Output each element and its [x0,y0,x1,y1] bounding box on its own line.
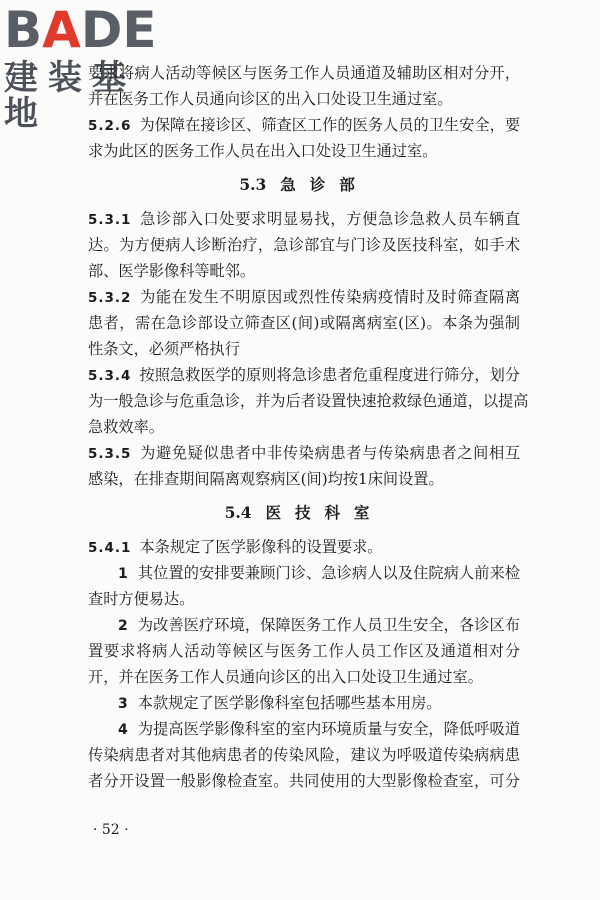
clause-number: 5.2.6 [88,118,132,134]
logo-subtitle: 建装基地 [4,58,136,134]
item-number: 4 [118,722,128,738]
item-number: 1 [118,566,128,582]
text-line: 开，并在医务工作人员通向诊区的出入口处设卫生通过室。 [88,668,483,686]
clause-number: 5.3.2 [88,290,132,306]
section-title-5-3: 5.3 急诊部 [239,175,369,194]
text-line: 急救效率。 [88,418,164,436]
logo-wordmark: BADE [4,1,157,59]
text-line: 性条文，必须严格执行 [88,340,240,358]
text-line: 置要求将病人活动等候区与医务工作人员工作区及通道相对分 [88,642,520,660]
item-1: 1 其位置的安排要兼顾门诊、急诊病人以及住院病人前来检 [118,564,520,582]
item-2: 2 为改善医疗环境，保障医务工作人员卫生安全，各诊区布 [118,616,520,634]
section-title-5-4: 5.4 医技科室 [224,503,384,522]
document-body [88,60,529,794]
clause-5-3-4: 5.3.4 按照急救医学的原则将急诊患者危重程度进行筛分，划分 [88,366,520,384]
page-number: · 52 · [93,822,129,838]
clause-5-4-1: 5.4.1 本条规定了医学影像科的设置要求。 [88,538,383,556]
clause-5-3-1: 5.3.1 急诊部入口处要求明显易找，方便急诊急救人员车辆直 [88,210,520,228]
text-line: 传染病患者对其他病患者的传染风险，建议为呼吸道传染病病患 [88,746,520,764]
text-line: 感染，在排查期间隔离观察病区(间)均按1床间设置。 [88,470,444,488]
item-number: 3 [118,696,128,712]
item-number: 2 [118,618,128,634]
text-line: 并在医务工作人员通向诊区的出入口处设卫生通过室。 [88,90,453,108]
clause-number: 5.3.4 [88,368,132,384]
item-4: 4 为提高医学影像科室的室内环境质量与安全，降低呼吸道 [118,720,520,738]
text-line: 达。为方便病人诊断治疗，急诊部宜与门诊及医技科室，如手术 [88,236,520,254]
text-line: 部、医学影像科等毗邻。 [88,262,256,280]
text-line: 患者，需在急诊部设立筛查区(间)或隔离病室(区)。本条为强制 [88,314,520,332]
text-line: 为一般急诊与危重急诊，并为后者设置快速抢救绿色通道，以提高 [88,392,529,410]
clause-5-2-6: 5.2.6 为保障在接诊区、筛查区工作的医务人员的卫生安全，要 [88,116,520,134]
clause-5-3-5: 5.3.5 为避免疑似患者中非传染病患者与传染病患者之间相互 [88,444,520,462]
clause-number: 5.3.1 [88,212,132,228]
item-3: 3 本款规定了医学影像科室包括哪些基本用房。 [118,694,442,712]
text-line: 者分开设置一般影像检查室。共同使用的大型影像检查室，可分 [88,772,520,790]
text-line: 要求将病人活动等候区与医务工作人员通道及辅助区相对分开， [88,64,520,82]
clause-5-3-2: 5.3.2 为能在发生不明原因或烈性传染病疫情时及时筛查隔离 [88,288,520,306]
text-line: 求为此区的医务工作人员在出入口处设卫生通过室。 [88,142,438,160]
text-line: 查时方便易达。 [88,590,195,608]
clause-number: 5.3.5 [88,446,132,462]
clause-number: 5.4.1 [88,540,132,556]
